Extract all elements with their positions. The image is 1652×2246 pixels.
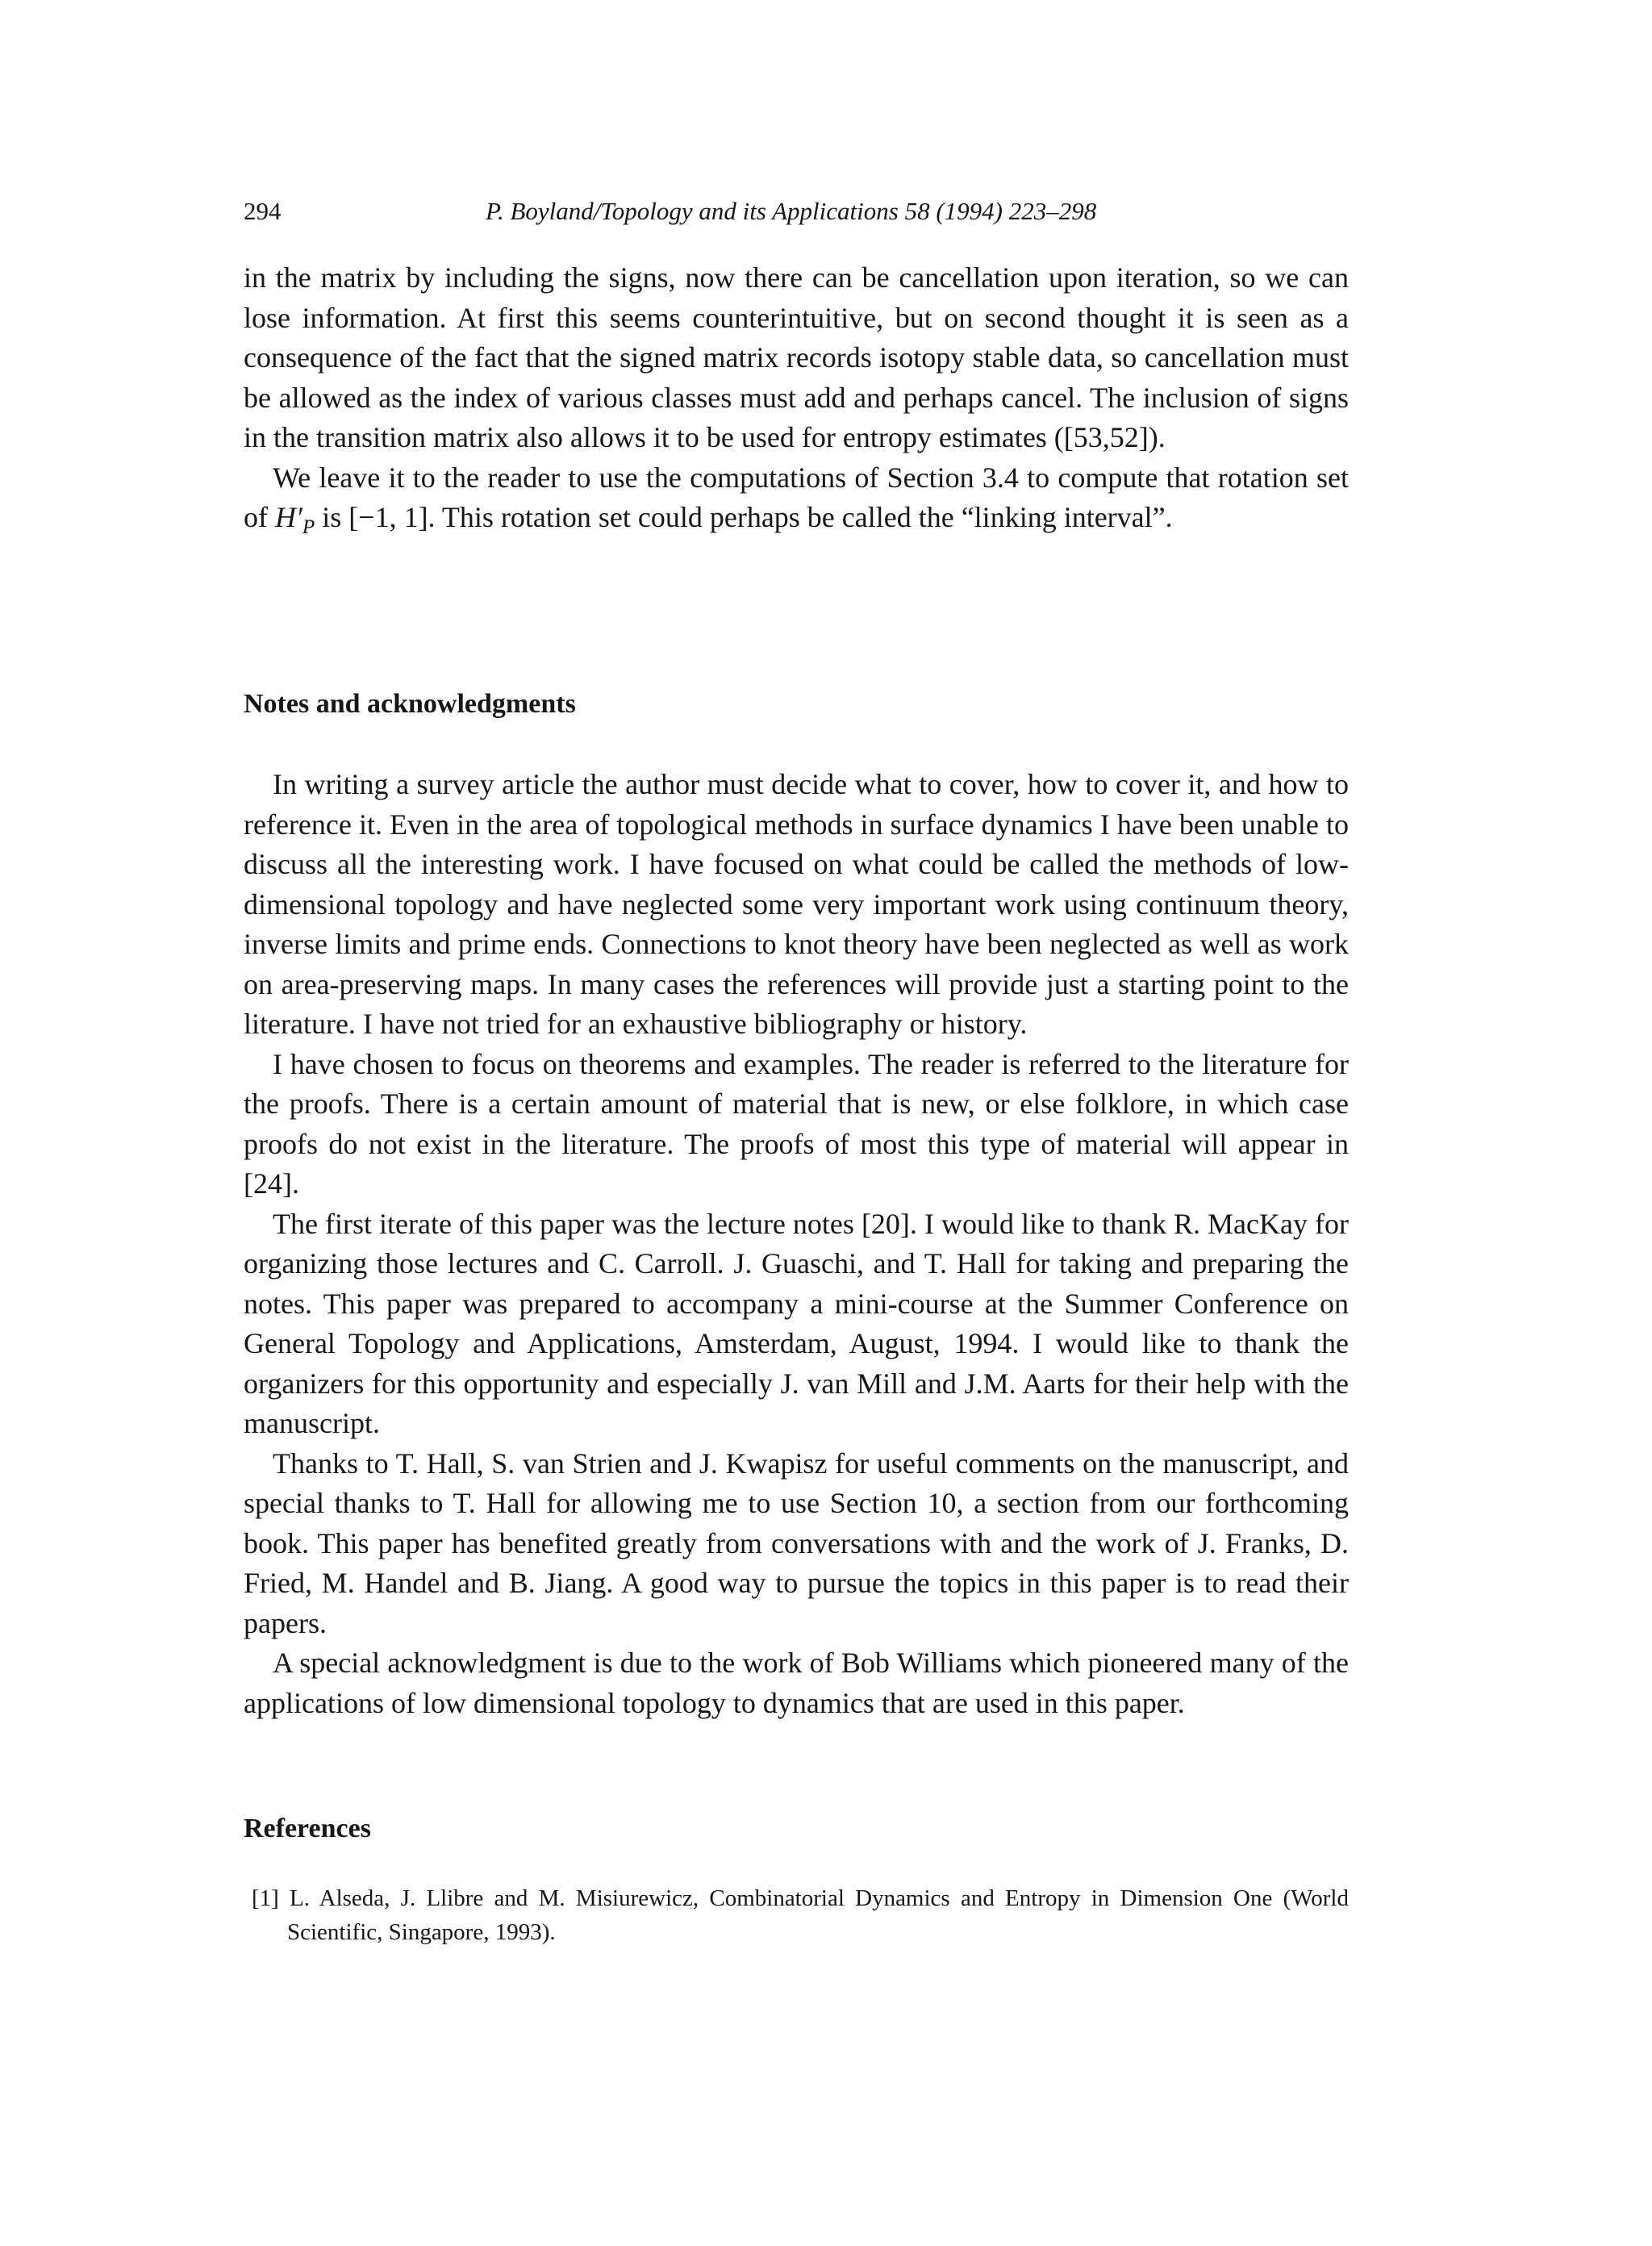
notes-paragraph-1: In writing a survey article the author must decide what to cover, how to cover it, and how to reference it. Even in the area of topological methods in surface dynamics I have been unable to discuss all the interesting work. I have focused on what could be called the methods of low-dimensional topology and have neglected some very important work using continuum theory, inverse limits and prime ends. Connections to knot theory have been neglected as well as work on area-preserving maps. In many cases the references will provide just a starting point to the literature. I have not tried for an exhaustive bibliography or history. [244, 768, 1349, 1040]
intro-paragraph-2 [244, 458, 1349, 548]
running-head: P. Boyland/Topology and its Applications 58 (1994) 223–298 [486, 197, 1097, 225]
reference-item: [1] L. Alseda, J. Llibre and M. Misiurewicz, Combinatorial Dynamics and Entropy in Dimension One (World Scientific, Singapore, 1993). [252, 1885, 1349, 1945]
notes-paragraph-2: I have chosen to focus on theorems and examples. The reader is referred to the literature for the proofs. There is a certain amount of material that is new, or else folklore, in which case proofs do not exist in the literature. The proofs of most this type of material will appear in [24]. [244, 1047, 1349, 1200]
page-number: 294 [244, 197, 282, 225]
references-list [244, 1881, 1349, 1949]
notes-paragraph-3: The first iterate of this paper was the lecture notes [20]. I would like to thank R. MacKay for organizing those lectures and C. Carroll. J. Guaschi, and T. Hall for taking and preparing the notes. This paper was prepared to accompany a mini-course at the Summer Conference on General Topology and Applications, Amsterdam, August, 1994. I would like to thank the organizers for this opportunity and especially J. van Mill and J.M. Aarts for their help with the manuscript. [244, 1207, 1349, 1439]
math-subscript: P [302, 516, 315, 539]
intro-paragraph-1: in the matrix by including the signs, now there can be cancellation upon iteration, so we can lose information. At first this seems counterintuitive, but on second thought it is seen as a consequence of the fact that the signed matrix records isotopy stable data, so cancellation must be allowed as the index of various classes must add and perhaps cancel. The inclusion of signs in the transition matrix also allows it to be used for entropy estimates ([53,52]). [244, 261, 1349, 453]
intro-section [244, 258, 1349, 548]
math-base: H′ [275, 501, 302, 533]
section-heading-references: References [244, 1814, 371, 1843]
notes-paragraph-4: Thanks to T. Hall, S. van Strien and J. Kwapisz for useful comments on the manuscript, and special thanks to T. Hall for allowing me to use Section 10, a section from our forthcoming book. This paper has benefited greatly from conversations with and the work of J. Franks, D. Fried, M. Handel and B. Jiang. A good way to pursue the topics in this paper is to read their papers. [244, 1447, 1349, 1639]
notes-paragraph-5: A special acknowledgment is due to the work of Bob Williams which pioneered many of the applications of low dimensional topology to dynamics that are used in this paper. [244, 1647, 1349, 1719]
notes-section [244, 765, 1349, 1723]
section-heading-notes: Notes and acknowledgments [244, 689, 576, 719]
intro-paragraph-2-text-a: We leave it to the reader to use the computations of Section 3.4 to compute that rotation set of [244, 461, 1349, 533]
math-h-prime-p [275, 501, 315, 539]
intro-paragraph-2-text-b: is [−1, 1]. This rotation set could perhaps be called the “linking interval”. [315, 501, 1173, 533]
page-header [244, 197, 1349, 229]
